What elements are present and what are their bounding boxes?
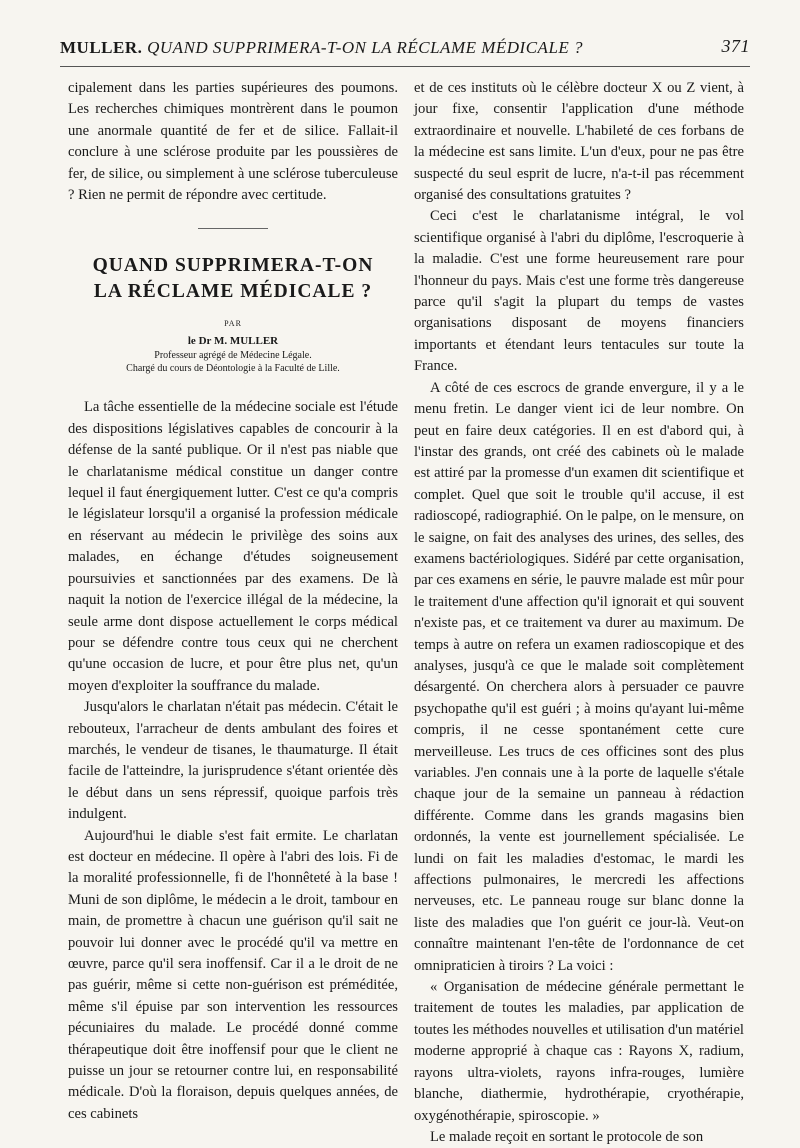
byline-author: le Dr M. MULLER	[187, 335, 279, 348]
body-paragraph: Jusqu'alors le charlatan n'était pas médecin. C'était le rebouteux, l'arracheur de dents ambulant des foires et marchés, le vendeur de tisanes, le thaumaturge. Il était facile de l'atteindre, la jurisprudence s'étant orientée dès le début dans un sens répressif, quoique parfois très indulgent.	[68, 699, 398, 823]
body-paragraph: Le malade reçoit en sortant le protocole de son	[430, 1128, 704, 1145]
left-column	[68, 78, 398, 1125]
article-title-line-1: QUAND SUPPRIMERA-T-ON	[92, 255, 374, 277]
byline-par: PAR	[224, 319, 242, 329]
running-head	[60, 38, 750, 58]
body-paragraph: La tâche essentielle de la médecine sociale est l'étude des dispositions législatives capables de concourir à la défense de la santé publique. Or il n'est pas niable que le charlatanisme médical constitue un danger contre lequel il faut énergiquement lutter. C'est ce qu'a compris le législateur lorsqu'il a organisé la profession médicale en réservant au médecin le privilège des soins aux malades, en échange d'études soigneusement poursuivies et sanctionnées par des examens. De là naquit la notion de l'exercice illégal de la médecine, la seule arme dont dispose actuellement le corps médical pour se défendre contre tous ceux qui ne cherchent qu'une occasion de lucre, et pour être plus net, qu'un moyen d'exploiter la souffrance du malade.	[68, 399, 398, 694]
body-paragraph: Aujourd'hui le diable s'est fait ermite. Le charlatan est docteur en médecine. Il opère à l'abri des lois. Fi de la moralité professionnelle, fi de l'honnêteté à la base ! Muni de son diplôme, le médecin a le droit, tambour en main, de promettre à chacun une guérison qu'il sait ne pouvoir lui donner avec le procédé qu'il va mettre en œuvre, parce qu'il sera inoffensif. Car il a le droit de ne pas guérir, même si cette non-guérison est préméditée, même s'il épuise par son intervention les ressources pécuniaires du malade. Le procédé donné comme thérapeutique doit être inoffensif pour que le client ne puisse un jour se retourner contre lui, en responsabilité médicale. D'où la floraison, depuis quelques années, de ces cabinets	[68, 827, 398, 1122]
page-number: 371	[721, 36, 750, 56]
section-separator	[198, 228, 268, 229]
running-head-author: MULLER.	[60, 38, 143, 57]
continuation-paragraph: cipalement dans les parties supérieures des poumons. Les recherches chimiques montrèrent dans le poumon une anormale quantité de fer et de silice. Fallait-il conclure à une sclérose produite par les poussières de fer, de silice, ou simplement à une sclérose tuberculeuse ? Rien ne permit de répondre avec certitude.	[68, 80, 398, 204]
byline	[68, 317, 398, 375]
body-paragraph: A côté de ces escrocs de grande envergure, il y a le menu fretin. Le danger vient ici de leur nombre. On peut en faire deux catégories. Il en est d'abord qui, à l'instar des grands, ont créé des cabinets où le malade est attiré par la promesse d'un examen dit scientifique et complet. Quel que soit le trouble qu'il accuse, il est radioscopé, radiographié. On le palpe, on le mensure, on le saigne, on fait des analyses des urines, des selles, des examens bactériologiques. Sidéré par cette organisation, par ces examens en série, le pauvre malade est mûr pour le traitement d'une affection qu'il ignorait et qui souvent n'existe pas, et ce traitement va durer au maximum. De temps à autre on refera un examen radioscopique et des analyses, jusqu'à ce que le malade soit complètement désargenté. On cherchera alors à persuader ce pauvre psychopathe qu'il est guéri ; à moins qu'ayant lui-même compris, il ne cesse spontanément cette cure merveilleuse. Les trucs de ces officines sont des plus variables. J'en connais une à la porte de laquelle s'étale chaque jour de la semaine un panneau à rédaction différente. Comme dans les grands magasins bien ordonnés, la vente est journellement spécialisée. Le lundi on fait les maladies d'estomac, le mardi les affections pulmonaires, le mercredi les affections nerveuses, etc. Le panneau rouge sur blanc donne la liste des maladies que l'on guérit ce jour-là. Veut-on connaître maintenant l'en-tête de l'ordonnance de cet omnipraticien à tiroirs ? La voici :	[414, 379, 744, 974]
article-title-line-2: LA RÉCLAME MÉDICALE ?	[93, 281, 373, 303]
byline-affiliation-2: Chargé du cours de Déontologie à la Faculté de Lille.	[126, 363, 340, 375]
byline-affiliation-1: Professeur agrégé de Médecine Légale.	[154, 350, 312, 362]
right-column	[414, 78, 744, 1148]
body-paragraph: Ceci c'est le charlatanisme intégral, le vol scientifique organisé à l'abri du diplôme, l'escroquerie à la maladie. C'est une forme heureusement rare pour l'honneur du pays. Mais c'est une forme très dangereuse parce qu'il s'agit la plupart du temps de vastes organisations disposant de moyens financiers importants et étendant leurs tentacules sur toute la France.	[414, 208, 744, 375]
quoted-prescription-header: « Organisation de médecine générale permettant le traitement de toutes les maladies, par application de toutes les méthodes nouvelles et utilisation d'un matériel moderne approprié à chaque cas : Rayons X, radium, rayons ultra-violets, rayons infra-rouges, lumière blanche, diathermie, hydrothérapie, cryothérapie, oxygénothérapie, spiroscopie. »	[414, 979, 744, 1124]
header-rule	[60, 66, 750, 67]
running-head-title: QUAND SUPPRIMERA-T-ON LA RÉCLAME MÉDICALE ?	[147, 38, 584, 57]
article-title	[68, 253, 398, 305]
body-paragraph: et de ces instituts où le célèbre docteur X ou Z vient, à jour fixe, consentir l'application d'une méthode extraordinaire et nouvelle. L'habileté de ces forbans de la médecine est sans limite. L'un d'eux, pour ne pas être suspecté du seul esprit de lucre, n'a-t-il pas récemment organisé des consultations gratuites ?	[414, 80, 744, 204]
